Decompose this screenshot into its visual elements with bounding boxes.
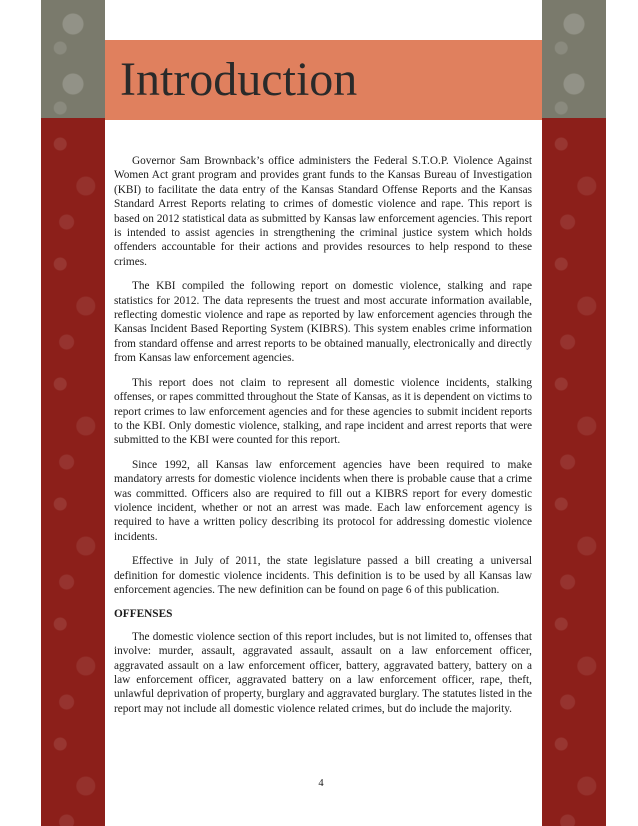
paragraph-3: This report does not claim to represent all domestic violence incidents, stalking offenses, or rapes committed throughout the State of Kansas, as it is dependent on victims to report crimes to law enforcement agencies and for these agencies to submit incident reports to the KBI. Only domestic violence, stalking, and rape incident and arrest reports that were submitted to the KBI were counted for this report. <box>114 376 533 447</box>
page-title: Introduction <box>120 53 358 106</box>
left-top-floral-band <box>41 0 105 118</box>
left-decorative-band <box>41 0 105 826</box>
right-top-floral-band <box>542 0 606 118</box>
paragraph-5: Effective in July of 2011, the state legislature passed a bill creating a universal definition for domestic violence incidents. This definition is to be used by all Kansas law enforcement agencies. The new definition can be found on page 6 of this publication. <box>114 555 532 596</box>
paragraph-4: Since 1992, all Kansas law enforcement agencies have been required to make mandatory arrests for domestic violence incidents when there is probable cause that a crime was committed. Officers also are required to fill out a KIBRS report for every domestic violence incident, whether or not an arrest was made. Each law enforcement agency is required to have a written policy describing its protocol for addressing domestic violence incidents. <box>114 458 532 543</box>
page-number: 4 <box>318 778 324 789</box>
offenses-heading: OFFENSES <box>114 608 173 621</box>
paragraph-2: The KBI compiled the following report on domestic violence, stalking and rape statistics for 2012. The data represents the truest and most accurate information available, reflecting domestic violence and rape as reported by law enforcement agencies through the Kansas Incident Based Reporting System (KIBRS). This system enables crime information from standard offense and arrest reports to be obtained manually, electronically and directly from Kansas law enforcement agencies. <box>114 280 532 365</box>
offenses-paragraph: The domestic violence section of this report includes, but is not limited to, offenses that involve: murder, assault, aggravated assault, assault on a law enforcement officer, aggravated assault on a law enforcement officer, battery, aggravated battery, battery on a law enforcement officer, aggravated battery on a law enforcement officer, rape, theft, unlawful deprivation of property, burglary and aggravated burglary. The statutes listed in the report may not include all domestic violence related crimes, but do include the majority. <box>114 630 532 715</box>
right-decorative-band <box>542 0 606 826</box>
paragraph-1: Governor Sam Brownback’s office administers the Federal S.T.O.P. Violence Against Women Act grant program and provides grant funds to the Kansas Bureau of Investigation (KBI) to facilitate the data entry of the Kansas Standard Offense Reports and the Kansas Standard Arrest Reports relating to crimes of domestic violence and rape. This report is based on 2012 statistical data as submitted by Kansas law enforcement agencies. This report is intended to assist agencies in strengthening the criminal justice system which holds offenders accountable for their actions and provides resources to help respond to these crimes. <box>114 155 532 268</box>
body-text <box>114 154 532 726</box>
